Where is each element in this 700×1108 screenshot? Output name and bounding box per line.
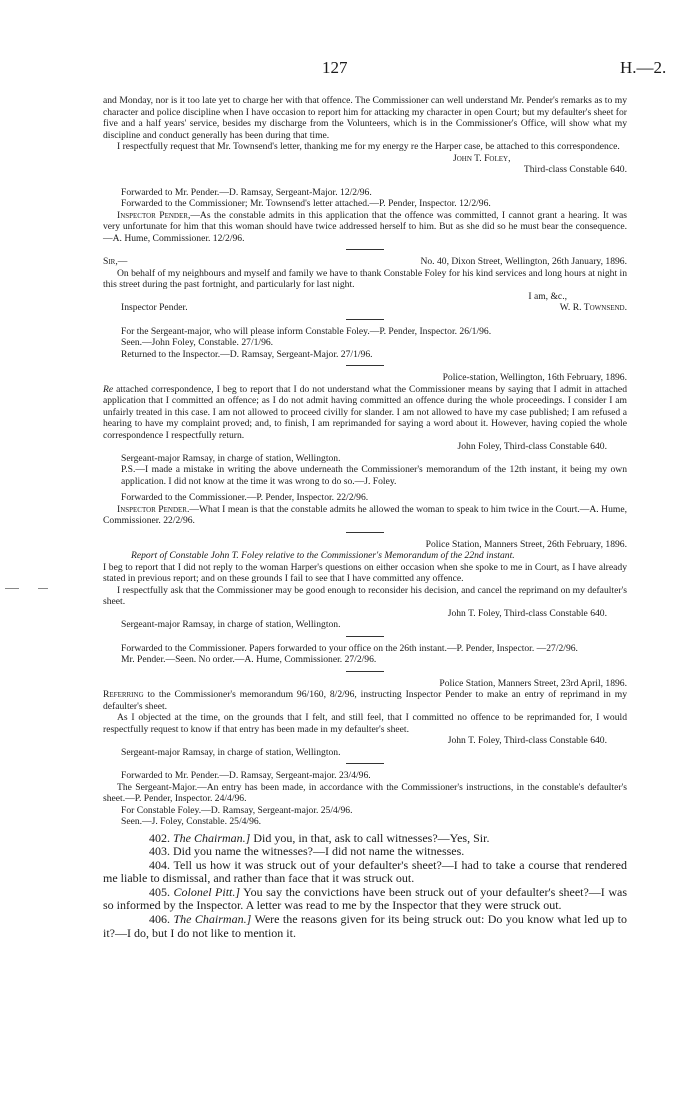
- section-rule: [346, 249, 384, 250]
- section-rule: [346, 636, 384, 637]
- addressee: Sergeant-major Ramsay, in charge of station, Wellington.: [121, 746, 341, 758]
- paragraph: and Monday, nor is it too late yet to charge her with that offence. The Commissioner can well understand Mr. Pender's remarks as to my character and police discipline when I have occasion to report him for attacking my character in open Court; but my defaulter's sheet for five and a half years' service, besides my discharge from the Volunteers, which is in the Commissioner's Office, will show what my discipline and conduct generally has been during that time.: [103, 95, 627, 141]
- minute: Forwarded to Mr. Pender.—D. Ramsay, Sergeant-Major. 12/2/96.: [121, 186, 372, 198]
- signature: John Foley, Third-class Constable 640.: [457, 441, 607, 452]
- signature: W. R. Townsend.: [559, 302, 627, 313]
- question-406: 406. The Chairman.] Were the reasons given for its being struck out: Do you know what led up to it?—I do, but I do not like to mention it.: [103, 912, 628, 940]
- section-rule: [346, 365, 384, 366]
- question-405: 405. Colonel Pitt.] You say the convictions have been struck out of your defaulter's sheet?—I was so informed by the Inspector. A letter was read to me by the Inspector that they were struck out.: [103, 884, 627, 913]
- section-rule: [346, 671, 384, 672]
- question-404: 404. Tell us how it was struck out of your defaulter's sheet?—I had to take a course that rendered me liable to dismissal, and rather than face that it was struck out.: [103, 857, 627, 886]
- section-rule: [346, 532, 384, 533]
- page-header: [0, 58, 700, 82]
- postscript: P.S.—I made a mistake in writing the above underneath the Commissioner's memorandum of the 12th instant, it being my own application. I did not know at the time it was wrong to do so.—J. Foley.: [121, 464, 627, 487]
- paragraph: Referring to the Commissioner's memorandum 96/160, 8/2/96, instructing Inspector Pender to make an entry of reprimand in my defaulter's sheet.: [103, 689, 627, 712]
- minute: For Constable Foley.—D. Ramsay, Sergeant-major. 25/4/96.: [121, 804, 353, 816]
- minute: Forwarded to the Commissioner. Papers forwarded to your office on the 26th instant.—P. Pender, Inspector. —27/2/96.: [121, 642, 578, 654]
- addressee: Inspector Pender: [117, 503, 187, 515]
- margin-mark: [5, 588, 19, 589]
- address-date: No. 40, Dixon Street, Wellington, 26th January, 1896.: [420, 256, 627, 267]
- margin-mark: [38, 588, 48, 589]
- paragraph: On behalf of my neighbours and myself and family we have to thank Constable Foley for his kind services and long hours at night in this street during the past fortnight, and particularly for last night.: [103, 267, 627, 290]
- question-402: 402. The Chairman.] Did you, in that, ask to call witnesses?—Yes, Sir.: [149, 830, 490, 845]
- minute: Seen.—John Foley, Constable. 27/1/96.: [121, 337, 274, 348]
- letter-signoff: [121, 302, 627, 314]
- minute: Seen.—J. Foley, Constable. 25/4/96.: [121, 816, 262, 827]
- page-number: 127: [322, 58, 348, 77]
- signature-rank: Third-class Constable 640.: [523, 164, 627, 175]
- paragraph: I respectfully ask that the Commissioner may be good enough to reconsider his decision, and cancel the reprimand on my defaulter's sheet.: [103, 584, 627, 607]
- signature: John T. Foley, Third-class Constable 640.: [447, 735, 607, 746]
- salutation: Sir,—: [103, 256, 128, 267]
- paragraph: Re attached correspondence, I beg to report that I do not understand what the Commissioner means by saying that I admit in attached application that I committed an offence; as I do not admit having committed an offence during the whole proceedings. I consider I am unfairly treated in this case. I am not allowed to proceed civilly for slander. I am not allowed to have my case published; I am refused a hearing to have my complaint proved; and, to finish, I am reprimanded for saying a word about it. However, having copied the whole correspondence I respectfully return.: [103, 383, 627, 441]
- addressee: Sergeant-major Ramsay, in charge of station, Wellington.: [121, 619, 341, 630]
- minute: For the Sergeant-major, who will please inform Constable Foley.—P. Pender, Inspector. 26/1/96.: [121, 325, 492, 337]
- minute: Forwarded to Mr. Pender.—D. Ramsay, Sergeant-major. 23/4/96.: [121, 770, 371, 781]
- document-body: [103, 95, 627, 940]
- addressee: Sergeant-major Ramsay, in charge of station, Wellington.: [121, 452, 341, 464]
- question-403: 403. Did you name the witnesses?—I did not name the witnesses.: [149, 844, 465, 859]
- addressee: Inspector Pender.: [121, 302, 188, 313]
- address-date: Police Station, Manners Street, 26th February, 1896.: [425, 538, 627, 550]
- minute: Forwarded to the Commissioner; Mr. Townsend's letter attached.—P. Pender, Inspector. 12/2/96.: [121, 198, 491, 209]
- signature: John T. Foley, Third-class Constable 640.: [447, 607, 607, 619]
- minute: Forwarded to the Commissioner.—P. Pender, Inspector. 22/2/96.: [121, 492, 369, 503]
- closing: I am, &c.,: [528, 290, 567, 302]
- paragraph: I respectfully request that Mr. Townsend's letter, thanking me for my energy re the Harper case, be attached to this correspondence.: [117, 141, 620, 152]
- address-date: Police-station, Wellington, 16th February, 1896.: [442, 372, 627, 383]
- minute: The Sergeant-Major.—An entry has been made, in accordance with the Commissioner's instructions, in the constable's defaulter's sheet.—P. Pender, Inspector. 24/4/96.: [103, 781, 627, 804]
- signature: John T. Foley,: [453, 152, 511, 164]
- section-rule: [346, 319, 384, 320]
- evidence-questions: [103, 832, 627, 941]
- minute: Returned to the Inspector.—D. Ramsay, Sergeant-Major. 27/1/96.: [121, 348, 373, 360]
- section-rule: [346, 763, 384, 764]
- addressee: Inspector Pender: [117, 209, 188, 221]
- minute: Mr. Pender.—Seen. No order.—A. Hume, Commissioner. 27/2/96.: [121, 654, 377, 665]
- minute: Inspector Pender,—As the constable admits in this application that the offence was committed, I cannot grant a hearing. It was very unfortunate for him that this woman should have twice addressed herself to him. But as she did so he must bear the consequence.—A. Hume, Commissioner. 12/2/96.: [103, 209, 628, 244]
- document-code: H.—2.: [620, 58, 667, 77]
- minute: Inspector Pender.—What I mean is that the constable admits he allowed the woman to speak to him twice in the Court.—A. Hume, Commissioner. 22/2/96.: [103, 503, 627, 526]
- paragraph: I beg to report that I did not reply to the woman Harper's questions on either occasion when she spoke to me in Court, as I have already stated in previous report; and on these grounds I fail to see that I have committed any offence.: [103, 561, 627, 584]
- paragraph: As I objected at the time, on the grounds that I felt, and still feel, that I committed no offence to be reprimanded for, I would respectfully request to know if that entry has been made in my defaulter's sheet.: [103, 712, 627, 735]
- address-date: Police Station, Manners Street, 23rd April, 1896.: [439, 677, 627, 689]
- letter-heading: [103, 256, 627, 268]
- report-title: Report of Constable John T. Foley relative to the Commissioner's Memorandum of the 22nd instant.: [131, 550, 515, 561]
